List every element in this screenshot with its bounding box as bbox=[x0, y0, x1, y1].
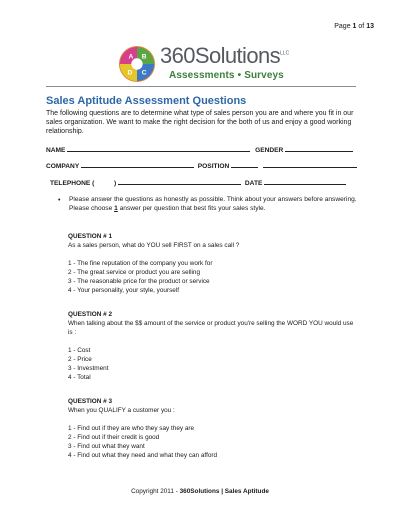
logo-tagline: Assessments • Surveys bbox=[169, 70, 284, 81]
current-page: 1 bbox=[352, 23, 357, 30]
document-title: Sales Aptitude Assessment Questions bbox=[46, 95, 247, 107]
question-number: QUESTION # 1 bbox=[68, 233, 113, 240]
answer-option[interactable]: 4 - Find out what they need and what they can afford bbox=[68, 452, 218, 459]
position-field[interactable] bbox=[231, 161, 258, 168]
answer-option[interactable]: 4 - Total bbox=[68, 374, 91, 381]
question-block bbox=[68, 232, 358, 295]
answer-option[interactable]: 3 - Find out what they want bbox=[68, 443, 145, 450]
answer-option[interactable]: 1 - Find out if they are who they say they are bbox=[68, 425, 195, 432]
question-text: When you QUALIFY a customer you : bbox=[68, 407, 175, 414]
answer-option[interactable]: 2 - The great service or product you are selling bbox=[68, 269, 201, 276]
position-extra-field[interactable] bbox=[263, 161, 357, 168]
company-position-row: COMPANY POSITION bbox=[46, 161, 357, 170]
total-pages: 13 bbox=[366, 23, 374, 30]
intro-paragraph: The following questions are to determine what type of sales person you are and where you fit in our sales organization. We want to make the right decision for the both of us and enjoy a good working relationship. bbox=[46, 110, 354, 135]
question-text: When talking about the $$ amount of the service or product you're selling the WORD YOU would use is : bbox=[68, 320, 354, 336]
question-number: QUESTION # 2 bbox=[68, 311, 113, 318]
answer-option[interactable]: 2 - Price bbox=[68, 356, 92, 363]
date-field[interactable] bbox=[264, 178, 346, 185]
bullet-icon: • bbox=[58, 197, 61, 204]
company-field[interactable] bbox=[81, 161, 194, 168]
answer-option[interactable]: 1 - Cost bbox=[68, 347, 91, 354]
question-text: As a sales person, what do YOU sell FIRST on a sales call ? bbox=[68, 242, 240, 249]
logo-badge-icon bbox=[118, 45, 156, 83]
badge-letter-c: C bbox=[141, 69, 147, 77]
gender-field[interactable] bbox=[285, 145, 353, 152]
answer-option[interactable]: 3 - Investment bbox=[68, 365, 109, 372]
page-number: Page 1 of 13 bbox=[334, 23, 374, 30]
answer-option[interactable]: 4 - Your personality, your style, yourself bbox=[68, 287, 180, 294]
page-footer: Copyright 2011 - 360Solutions | Sales Aptitude bbox=[131, 488, 269, 495]
question-block bbox=[68, 397, 358, 460]
name-gender-row: NAME GENDER bbox=[46, 145, 353, 154]
logo-wordmark: 360Solutions$^{LLC}$ bbox=[160, 43, 290, 68]
answer-option[interactable]: 3 - The reasonable price for the product or service bbox=[68, 278, 210, 285]
instructions: • Please answer the questions as honestly as possible. Think about your answers before answering. Please choose 1 answer per question that best fits your sales style. bbox=[58, 196, 357, 212]
answer-count: 1 bbox=[114, 205, 118, 212]
header-divider bbox=[46, 86, 356, 87]
badge-letter-d: D bbox=[127, 69, 133, 77]
question-block bbox=[68, 310, 358, 382]
question-number: QUESTION # 3 bbox=[68, 398, 113, 405]
telephone-date-row: TELEPHONE ( ) DATE bbox=[50, 178, 346, 187]
badge-letter-b: B bbox=[141, 53, 147, 61]
answer-option[interactable]: 2 - Find out if their credit is good bbox=[68, 434, 160, 441]
badge-letter-a: A bbox=[128, 53, 134, 61]
name-field[interactable] bbox=[67, 145, 250, 152]
answer-option[interactable]: 1 - The fine reputation of the company you work for bbox=[68, 260, 213, 267]
company-logo bbox=[118, 43, 293, 87]
area-code-field[interactable] bbox=[96, 179, 112, 185]
telephone-field[interactable] bbox=[118, 178, 241, 185]
